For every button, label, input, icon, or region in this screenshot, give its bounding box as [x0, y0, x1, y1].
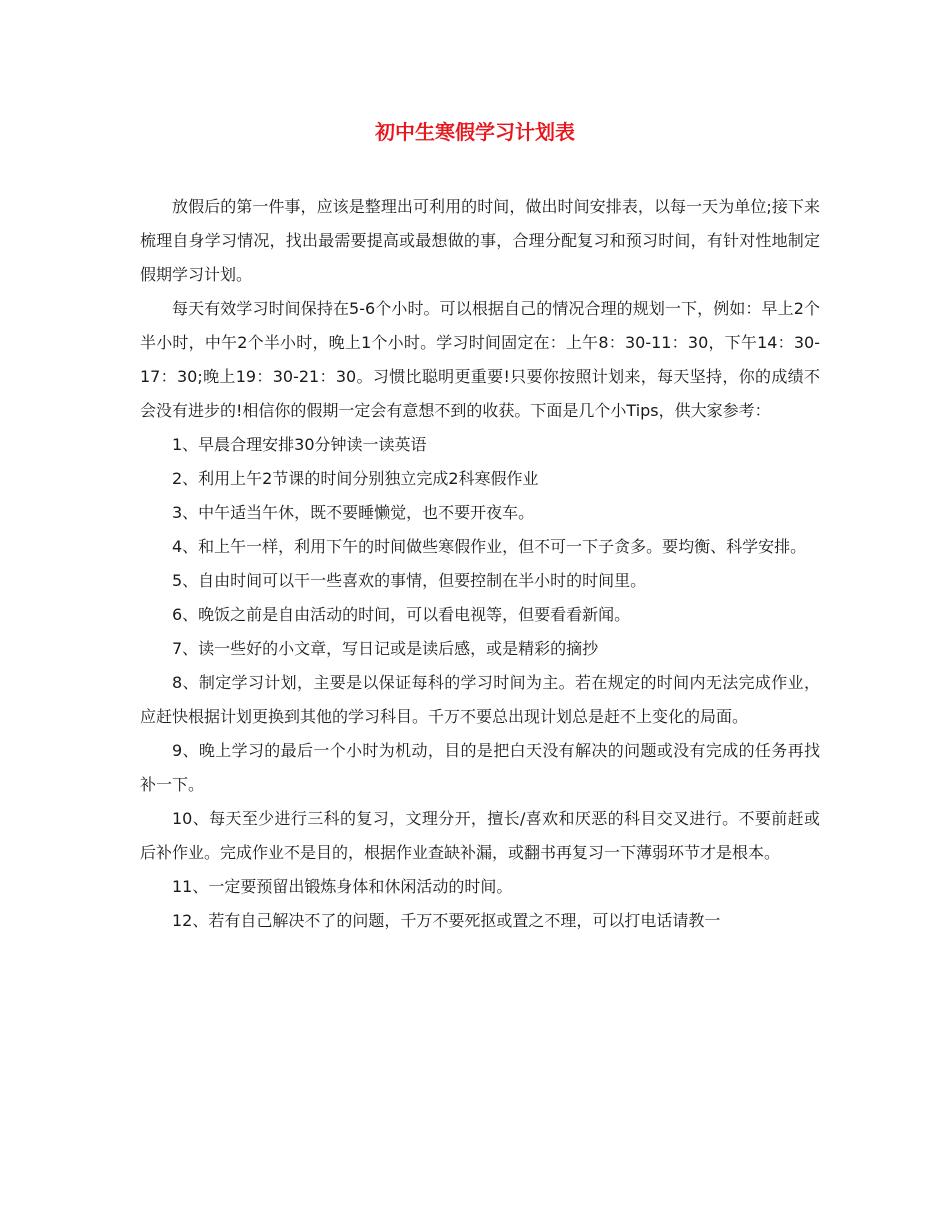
tip-item-10: 10、每天至少进行三科的复习，文理分开，擅长/喜欢和厌恶的科目交叉进行。不要前赶或后补作业。完成作业不是目的，根据作业查缺补漏，或翻书再复习一下薄弱环节才是根本。 [140, 809, 820, 862]
document-title: 初中生寒假学习计划表 [375, 120, 575, 144]
tip-item-11: 11、一定要预留出锻炼身体和休闲活动的时间。 [172, 877, 513, 896]
tip-item-12: 12、若有自己解决不了的问题，千万不要死抠或置之不理，可以打电话请教一 [172, 911, 721, 930]
tip-item-2: 2、利用上午2节课的时间分别独立完成2科寒假作业 [172, 469, 539, 488]
tip-item-8: 8、制定学习计划，主要是以保证每科的学习时间为主。若在规定的时间内无法完成作业，应赶快根据计划更换到其他的学习科目。千万不要总出现计划总是赶不上变化的局面。 [140, 673, 820, 726]
tip-item-6: 6、晚饭之前是自由活动的时间，可以看电视等，但要看看新闻。 [172, 605, 631, 624]
tip-item-1: 1、早晨合理安排30分钟读一读英语 [172, 435, 427, 454]
document-body [140, 190, 820, 938]
tip-item-4: 4、和上午一样，利用下午的时间做些寒假作业，但不可一下子贪多。要均衡、科学安排。 [172, 537, 807, 556]
tip-item-5: 5、自由时间可以干一些喜欢的事情，但要控制在半小时的时间里。 [172, 571, 647, 590]
paragraph-intro: 放假后的第一件事，应该是整理出可利用的时间，做出时间安排表，以每一天为单位;接下来梳理自身学习情况，找出最需要提高或最想做的事，合理分配复习和预习时间，有针对性地制定假期学习计划。 [140, 197, 820, 284]
tip-item-3: 3、中午适当午休，既不要睡懒觉，也不要开夜车。 [172, 503, 535, 522]
tip-item-7: 7、读一些好的小文章，写日记或是读后感，或是精彩的摘抄 [172, 639, 599, 658]
tip-item-9: 9、晚上学习的最后一个小时为机动，目的是把白天没有解决的问题或没有完成的任务再找补一下。 [140, 741, 820, 794]
paragraph-study-time: 每天有效学习时间保持在5-6个小时。可以根据自己的情况合理的规划一下，例如：早上2个半小时，中午2个半小时，晚上1个小时。学习时间固定在：上午8：30-11：30，下午14：30-17：30;晚上19：30-21：30。习惯比聪明更重要!只要你按照计划来，每天坚持，你的成绩不会没有进步的!相信你的假期一定会有意想不到的收获。下面是几个小Tips，供大家参考： [140, 299, 820, 420]
